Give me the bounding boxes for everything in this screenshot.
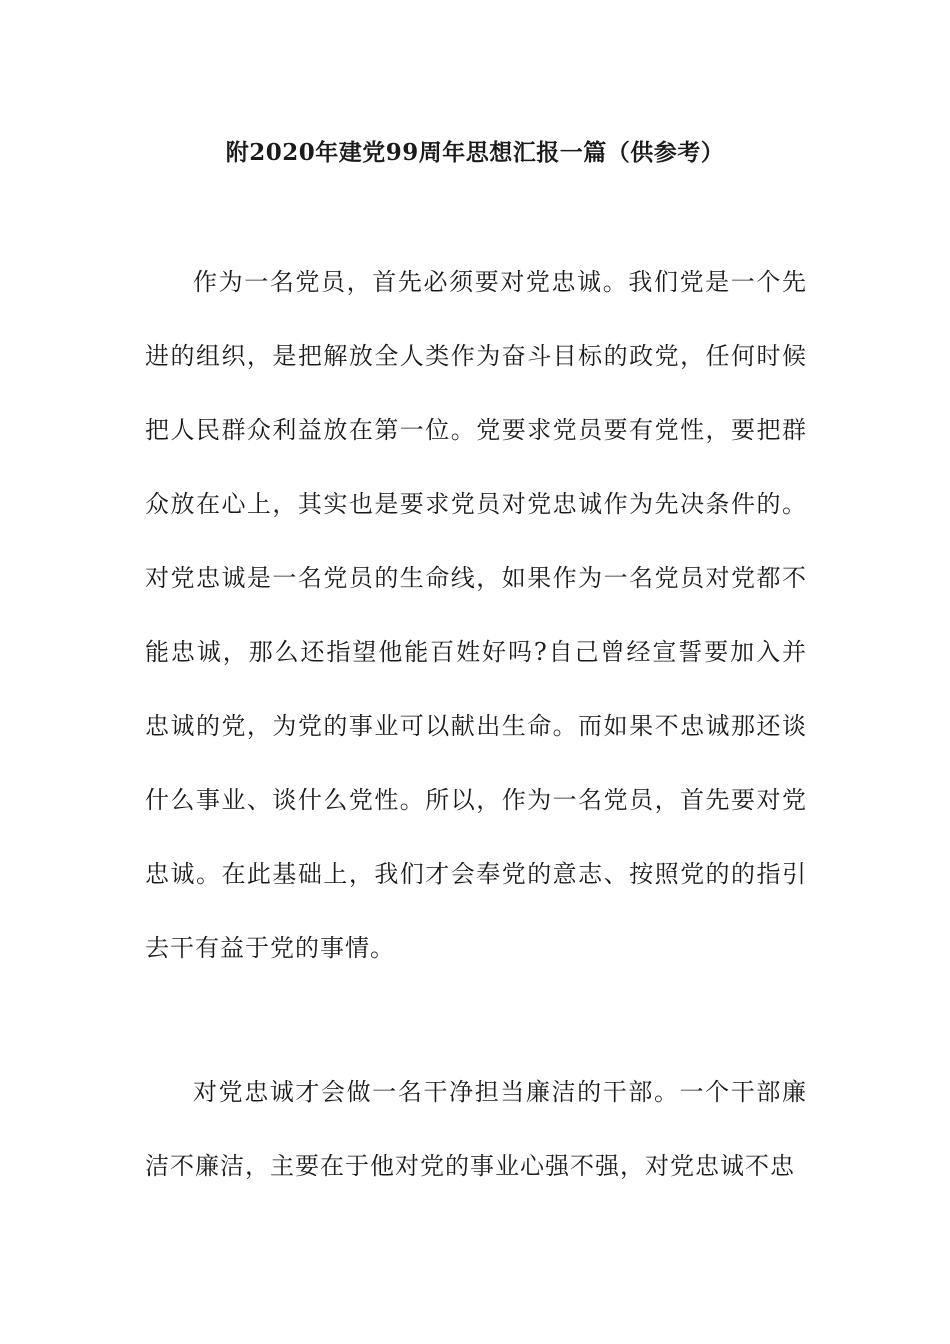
paragraph-1: 作为一名党员，首先必须要对党忠诚。我们党是一个先进的组织，是把解放全人类作为奋斗目标的政党，任何时候把人民群众利益放在第一位。党要求党员要有党性，要把群众放在心上，其实也是要求党员对党忠诚作为先决条件的。对党忠诚是一名党员的生命线，如果作为一名党员对党都不能忠诚，那么还指望他能百姓好吗?自己曾经宣誓要加入并忠诚的党，为党的事业可以献出生命。而如果不忠诚那还谈什么事业、谈什么党性。所以，作为一名党员，首先要对党忠诚。在此基础上，我们才会奉党的意志、按照党的的指引去干有益于党的事情。: [145, 268, 807, 962]
paragraph-2: 对党忠诚才会做一名干净担当廉洁的干部。一个干部廉洁不廉洁，主要在于他对党的事业心强不强，对党忠诚不忠: [145, 1078, 807, 1180]
document-title: 附2020年建党99周年思想汇报一篇（供参考）: [225, 139, 725, 166]
